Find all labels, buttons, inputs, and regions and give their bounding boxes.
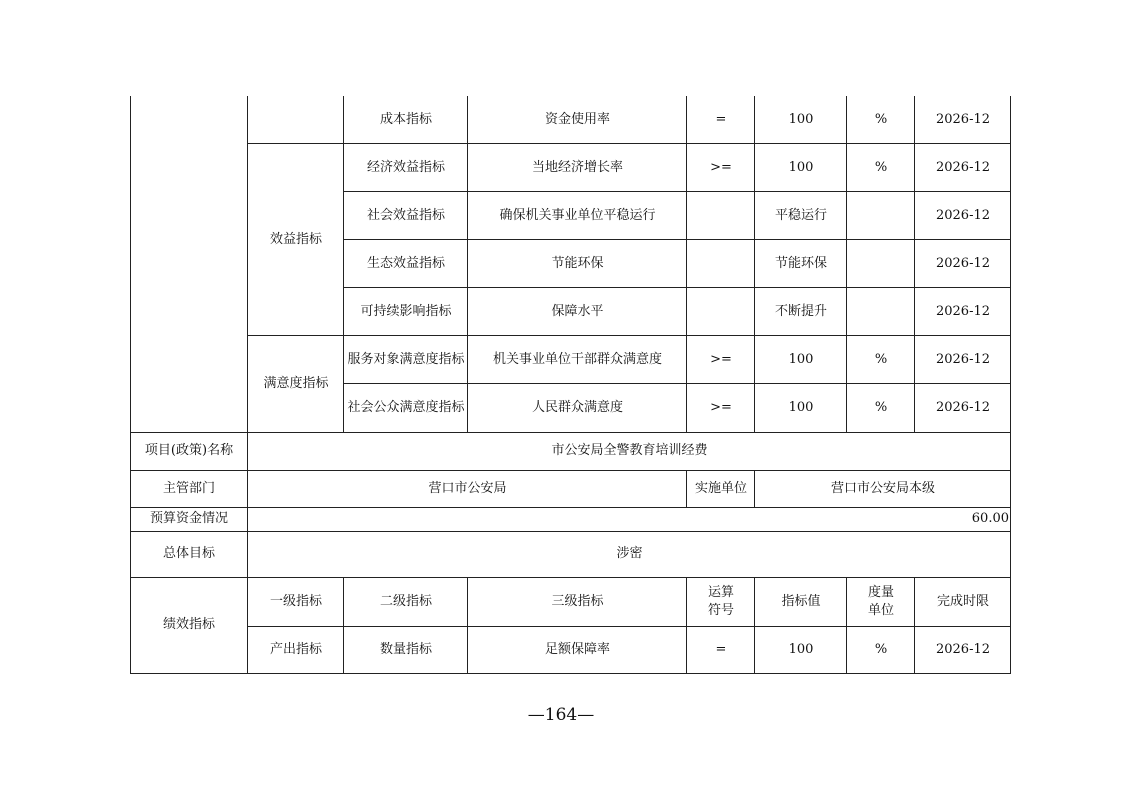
header-unit: [847, 577, 915, 626]
grid-line: [344, 383, 1011, 384]
project-name-value: 市公安局全警教育培训经费: [551, 443, 708, 459]
grid-line: [343, 577, 344, 674]
row-level3: 当地经济增长率: [531, 160, 623, 176]
perf-row-deadline: 2026-12: [935, 641, 991, 657]
row-operator: >=: [710, 352, 732, 368]
goal-value: 涉密: [616, 546, 643, 562]
grid-line: [754, 577, 755, 674]
header-level1: 一级指标: [269, 593, 322, 609]
impl-value: 营口市公安局本级: [830, 480, 935, 496]
row-unit: [847, 240, 915, 288]
row-operator: [687, 192, 755, 240]
grid-line: [846, 96, 847, 432]
row-level2: 经济效益指标: [366, 160, 445, 176]
row-unit: %: [874, 160, 888, 176]
grid-line: [914, 577, 915, 674]
row-operator: =: [715, 112, 727, 128]
header-operator: [687, 577, 755, 626]
row-operator: [687, 240, 755, 288]
header-level2: 二级指标: [379, 593, 432, 609]
page-number: —164—: [527, 705, 595, 725]
grid-line: [130, 470, 1011, 471]
perf-row-level3: 足额保障率: [544, 641, 610, 657]
row-unit: %: [874, 112, 888, 128]
perf-row-unit: %: [874, 641, 888, 657]
level1-satisfaction: 满意度指标: [263, 376, 329, 392]
grid-line: [130, 432, 1011, 433]
grid-line: [467, 577, 468, 674]
row-value: 100: [788, 352, 814, 368]
grid-line: [686, 577, 687, 674]
header-operator-line2: 符号: [707, 602, 734, 618]
grid-line: [130, 531, 1011, 532]
grid-line: [686, 470, 687, 507]
perf-label: 绩效指标: [162, 617, 215, 633]
grid-line: [1010, 96, 1011, 674]
row-level3: 机关事业单位干部群众满意度: [492, 352, 662, 368]
perf-row-level2: 数量指标: [379, 641, 432, 657]
row-value: 100: [788, 160, 814, 176]
grid-line: [247, 432, 248, 674]
grid-line: [130, 673, 1011, 674]
row-level2: 社会公众满意度指标: [347, 400, 465, 416]
row-value: 100: [788, 112, 814, 128]
grid-line: [914, 96, 915, 432]
grid-line: [130, 577, 1011, 578]
row-unit: [847, 288, 915, 336]
header-value: 指标值: [781, 593, 821, 609]
header-operator-line1: 运算: [707, 584, 734, 600]
perf-row-level1: 产出指标: [269, 641, 322, 657]
project-name-label: 项目(政策)名称: [144, 443, 234, 459]
row-unit: %: [874, 400, 888, 416]
grid-line: [344, 287, 1011, 288]
grid-line: [344, 191, 1011, 192]
grid-line: [130, 507, 1011, 508]
level1-benefit: 效益指标: [269, 232, 322, 248]
goal-label: 总体目标: [162, 546, 215, 562]
row-unit: %: [874, 352, 888, 368]
row-operator: >=: [710, 160, 732, 176]
grid-line: [467, 96, 468, 432]
row-level3: 人民群众满意度: [531, 400, 623, 416]
dept-value: 营口市公安局: [428, 480, 507, 496]
row-deadline: 2026-12: [935, 208, 991, 224]
perf-row-operator: =: [715, 641, 727, 657]
row-value: 100: [788, 400, 814, 416]
grid-line: [754, 96, 755, 432]
grid-line: [846, 577, 847, 674]
header-deadline: 完成时限: [936, 593, 989, 609]
row-value: 不断提升: [774, 304, 827, 320]
row-level2: 生态效益指标: [366, 256, 445, 272]
row-level2: 社会效益指标: [366, 208, 445, 224]
row-level3: 确保机关事业单位平稳运行: [499, 208, 656, 224]
row-operator: [687, 288, 755, 336]
row-deadline: 2026-12: [935, 256, 991, 272]
row-level2: 服务对象满意度指标: [347, 352, 465, 368]
row-operator: >=: [710, 400, 732, 416]
grid-line: [130, 96, 131, 674]
row-deadline: 2026-12: [935, 400, 991, 416]
perf-row-value: 100: [788, 641, 814, 657]
impl-label: 实施单位: [694, 480, 747, 496]
grid-line: [248, 626, 1011, 627]
grid-line: [248, 335, 1011, 336]
row-deadline: 2026-12: [935, 352, 991, 368]
row-value: 节能环保: [774, 256, 827, 272]
row-level2: 成本指标: [379, 112, 432, 128]
grid-line: [248, 143, 1011, 144]
budget-value: 60.00: [971, 511, 1009, 527]
row-deadline: 2026-12: [935, 304, 991, 320]
row-value: 平稳运行: [774, 208, 827, 224]
grid-line: [247, 96, 248, 432]
row-level3: 保障水平: [551, 304, 604, 320]
budget-label: 预算资金情况: [149, 511, 228, 527]
grid-line: [343, 96, 344, 432]
row-unit: [847, 192, 915, 240]
header-unit-line2: 单位: [867, 602, 894, 618]
header-unit-line1: 度量: [867, 584, 894, 600]
row-level3: 资金使用率: [544, 112, 610, 128]
grid-line: [686, 96, 687, 432]
grid-line: [754, 470, 755, 507]
grid-line: [344, 239, 1011, 240]
dept-label: 主管部门: [162, 480, 215, 496]
row-deadline: 2026-12: [935, 112, 991, 128]
row-level2: 可持续影响指标: [360, 304, 452, 320]
row-deadline: 2026-12: [935, 160, 991, 176]
header-level3: 三级指标: [551, 593, 604, 609]
row-level3: 节能环保: [551, 256, 604, 272]
